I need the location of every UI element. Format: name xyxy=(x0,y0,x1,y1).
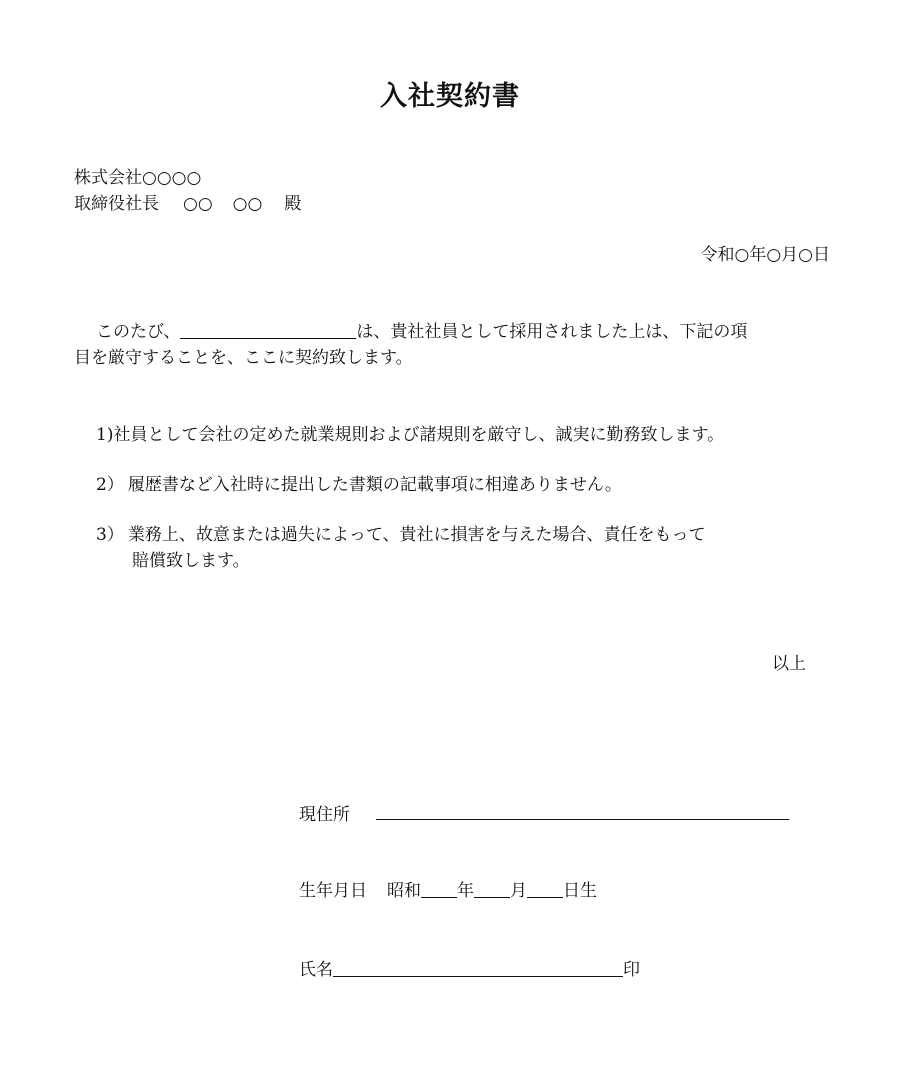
birthdate-label: 生年月日 xyxy=(299,881,367,901)
clause-3 xyxy=(96,520,706,545)
clause-3-number: 3） xyxy=(96,525,124,545)
seal-label: 印 xyxy=(623,960,640,980)
clause-2-number: 2） xyxy=(96,475,124,495)
birth-year-blank[interactable] xyxy=(421,881,457,898)
birthdate-line xyxy=(299,876,597,901)
birth-year-suffix: 年 xyxy=(457,881,474,901)
clause-1-text: 社員として会社の定めた就業規則および諸規則を厳守し、誠実に勤務致します。 xyxy=(113,425,725,445)
address-label: 現住所 xyxy=(299,805,350,825)
clause-3-continuation: 賠償致します。 xyxy=(132,551,250,571)
addressee-honorific: 殿 xyxy=(284,194,302,214)
address-field-line[interactable] xyxy=(376,819,789,820)
birthdate-era: 昭和 xyxy=(387,881,421,901)
addressee-line xyxy=(74,189,301,214)
intro-line-1 xyxy=(96,317,747,342)
clause-2-text: 履歴書など入社時に提出した書類の記載事項に相違ありません。 xyxy=(127,475,622,495)
birth-day-blank[interactable] xyxy=(527,881,563,898)
document-date: 令和○年○月○日 xyxy=(700,245,830,265)
name-line xyxy=(299,955,640,980)
clause-1-number: 1) xyxy=(96,425,114,445)
intro-prefix: このたび、 xyxy=(96,322,181,342)
intro-suffix: は、貴社社員として採用されました上は、下記の項 xyxy=(356,322,748,342)
addressee-given-name: ○○ xyxy=(232,194,263,214)
name-label: 氏名 xyxy=(299,960,333,980)
addressee-company: 株式会社○○○○ xyxy=(74,168,202,188)
closing-mark: 以上 xyxy=(772,654,806,674)
birth-month-suffix: 月 xyxy=(510,881,527,901)
clause-1 xyxy=(96,420,724,445)
birth-month-blank[interactable] xyxy=(474,881,510,898)
employee-name-blank[interactable] xyxy=(180,322,356,339)
clause-2 xyxy=(96,470,622,495)
document-title: 入社契約書 xyxy=(380,81,520,112)
intro-line-2: 目を厳守することを、ここに契約致します。 xyxy=(74,348,413,368)
birth-day-suffix: 日生 xyxy=(563,881,597,901)
clause-3-text: 業務上、故意または過失によって、貴社に損害を与えた場合、責任をもって xyxy=(127,525,706,545)
addressee-title: 取締役社長 xyxy=(74,194,159,214)
addressee-surname: ○○ xyxy=(183,194,213,214)
name-field-blank[interactable] xyxy=(333,960,623,977)
